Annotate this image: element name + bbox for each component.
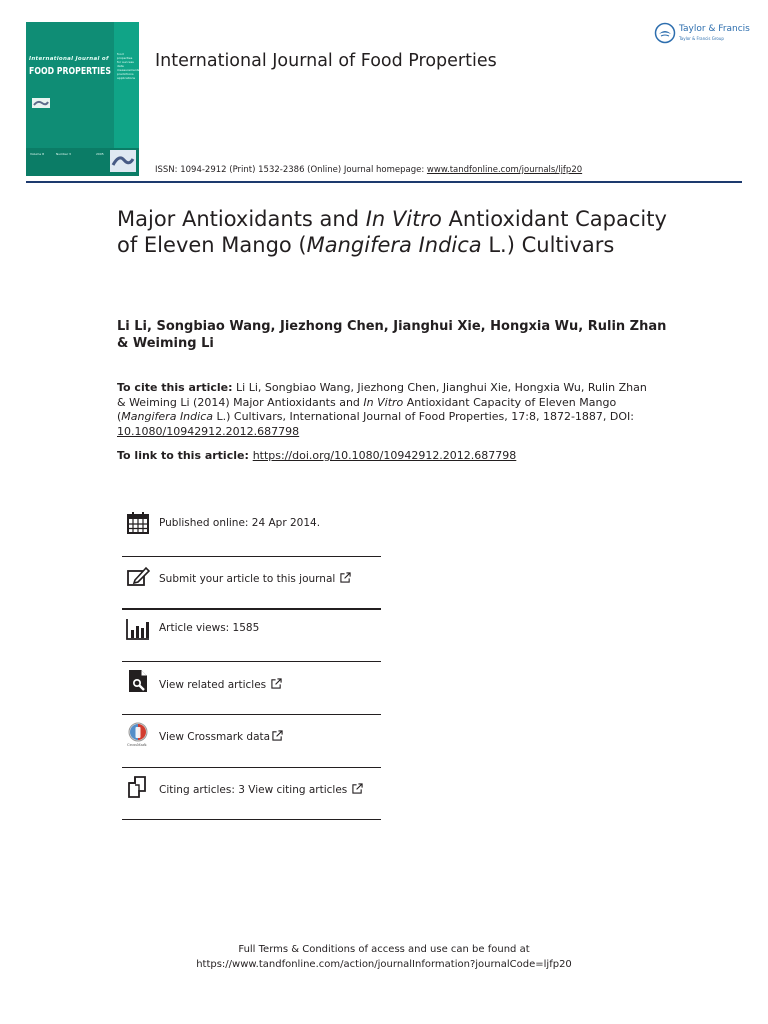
journal-cover-image [26,22,139,176]
cover-logo-icon [110,150,136,172]
edit-icon [126,565,150,589]
title-part: L.) Cultivars [481,233,615,257]
link-label: To link to this article: [117,449,253,462]
cover-volume: Volume 8 [30,152,45,156]
external-link-icon [272,730,283,741]
cite-doi-link[interactable]: 10.1080/10942912.2012.687798 [117,424,300,438]
issn-text: ISSN: 1094-2912 (Print) 1532-2386 (Online) Journal homepage: [155,165,427,175]
crossmark-label: View Crossmark data [159,731,271,743]
row-divider [122,661,381,662]
footer-line-1: Full Terms & Conditions of access and use can be found at [238,944,530,955]
external-link-icon [352,783,363,794]
external-link-icon [271,678,282,689]
row-divider [122,556,381,557]
crossmark-caption: CrossMark [127,743,147,747]
search-document-icon [126,669,150,693]
row-divider [122,608,381,610]
article-views: Article views: 1585 [159,622,260,634]
article-link-line [117,449,657,463]
cite-label: To cite this article: [117,381,233,394]
title-part-italic: Mangifera Indica [306,233,482,257]
header-divider [26,181,742,183]
article-title [117,206,677,258]
cite-text-italic: Mangifera Indica [121,410,213,423]
info-row-published [122,511,381,541]
info-row-crossmark[interactable] [122,722,381,752]
info-row-citing[interactable] [122,775,381,805]
publisher-logo-icon [654,22,676,44]
publisher-group: Taylor & Francis Group [679,36,724,41]
cite-text: L.) Cultivars, International Journal of Food Properties, 17:8, 1872-1887, DOI: [212,410,634,423]
cover-number: Number 3 [56,152,71,156]
publisher-logo[interactable] [654,22,754,46]
cover-year: 2005 [96,152,104,156]
journal-homepage-link[interactable]: www.tandfonline.com/journals/ljfp20 [426,165,583,175]
row-divider [122,819,381,820]
cover-side-text: food properties for success data measurements predictions applications [117,52,139,80]
title-part: Antioxidant Capacity of Eleven Mango ( [117,207,667,257]
article-doi-link[interactable]: https://doi.org/10.1080/10942912.2012.687798 [252,449,517,462]
cite-text: Li Li, Songbiao Wang, Jiezhong Chen, Jianghui Xie, Hongxia Wu, Rulin Zhan & Weiming Li (2014) Major Antioxidants and [117,381,647,409]
title-part: Major Antioxidants and [117,207,366,231]
citing-articles-link[interactable] [159,783,363,796]
submit-article-label: Submit your article to this journal [159,573,336,585]
title-part-italic: In Vitro [365,207,442,231]
cite-text: Antioxidant Capacity of Eleven Mango ( [117,395,617,423]
publisher-name: Taylor & Francis [679,24,750,34]
journal-title: International Journal of Food Properties [155,51,497,71]
cover-journal-top: International Journal of [29,56,109,62]
published-date: Published online: 24 Apr 2014. [159,517,321,529]
crossmark-link[interactable] [159,730,283,743]
calendar-icon [126,511,150,535]
info-row-submit[interactable] [122,565,381,595]
related-articles-label: View related articles [159,679,267,691]
info-row-views [122,617,381,647]
submit-article-link[interactable] [159,572,351,585]
info-row-related[interactable] [122,669,381,699]
terms-footer [0,942,768,972]
citing-articles-icon [126,775,150,799]
row-divider [122,767,381,768]
row-divider [122,714,381,715]
citing-articles-label: Citing articles: 3 View citing articles [159,784,348,796]
footer-terms-url[interactable]: https://www.tandfonline.com/action/journalInformation?journalCode=ljfp20 [196,959,572,970]
bar-chart-icon [126,617,150,641]
issn-line [155,165,582,175]
related-articles-link[interactable] [159,678,282,691]
cover-emblem-icon [32,98,50,108]
cover-journal-main: FOOD PROPERTIES [29,66,112,77]
external-link-icon [340,572,351,583]
citation-block [117,381,647,439]
cite-text-italic: In Vitro [363,395,404,409]
article-authors: Li Li, Songbiao Wang, Jiezhong Chen, Jianghui Xie, Hongxia Wu, Rulin Zhan & Weiming Li [117,319,667,351]
